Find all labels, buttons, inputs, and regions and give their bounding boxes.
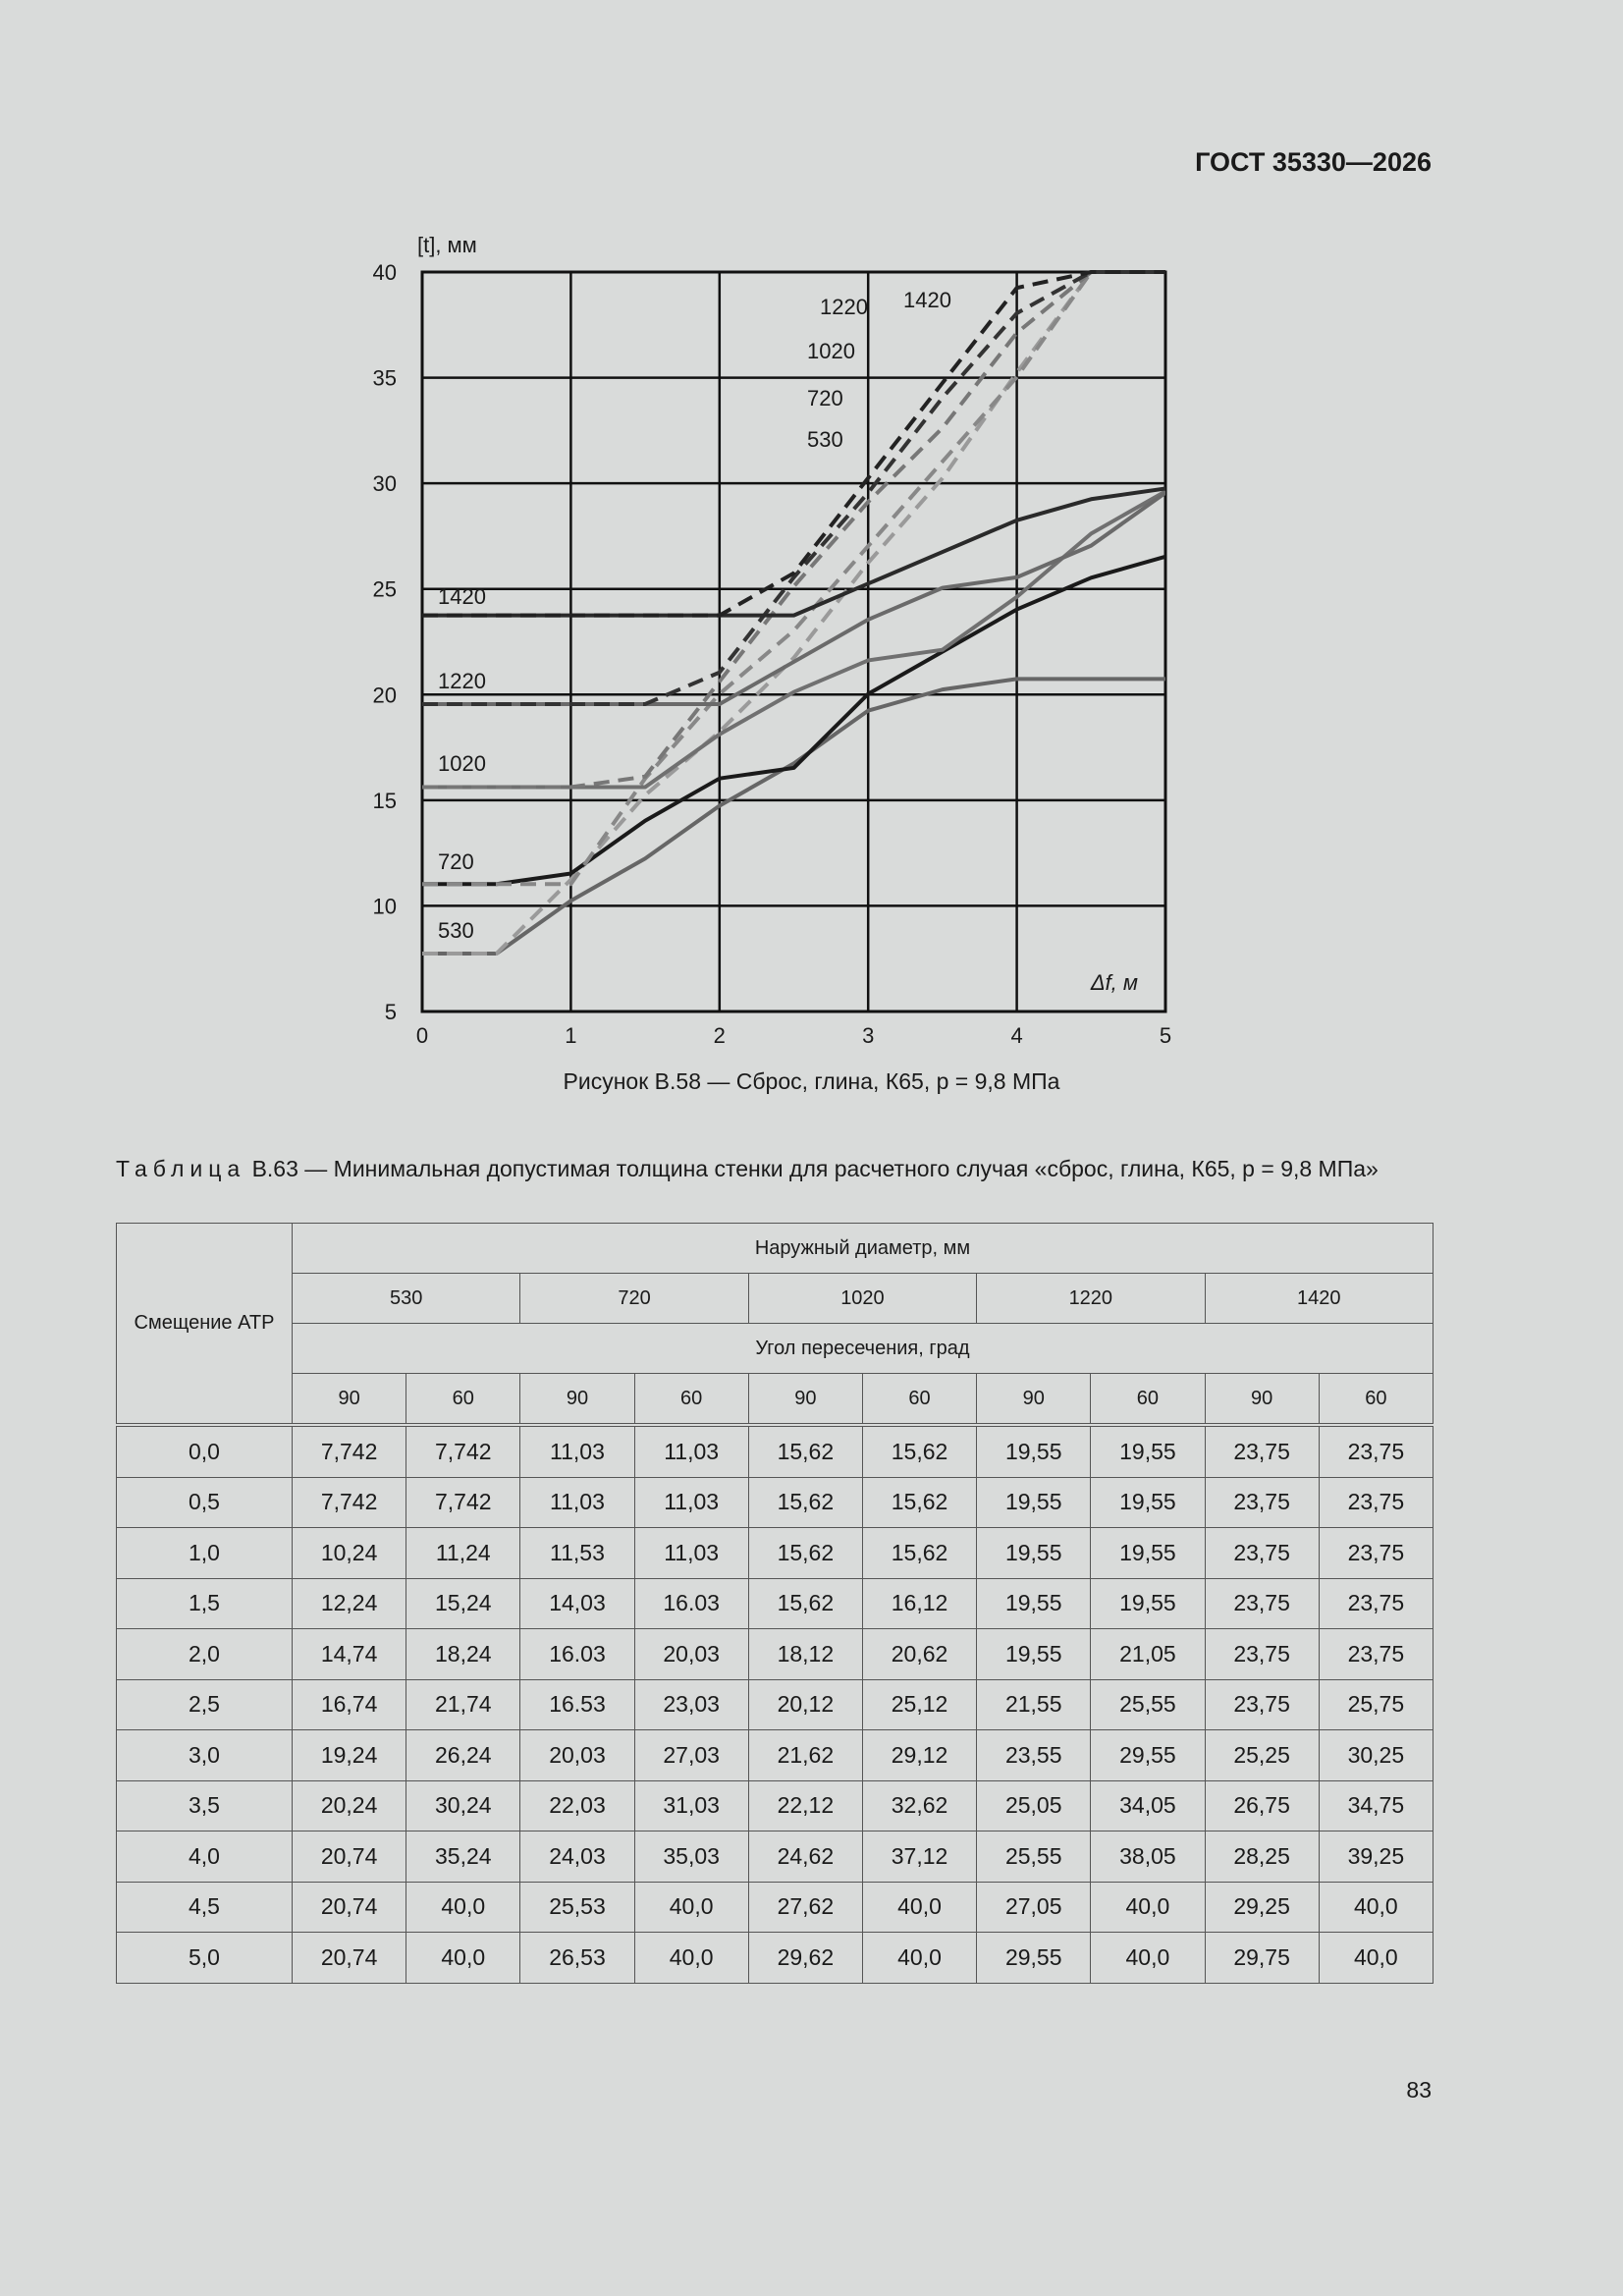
group-header: Наружный диаметр, мм [293,1224,1434,1274]
value-cell: 16.53 [520,1679,634,1730]
value-cell: 19,55 [1091,1528,1205,1579]
offset-cell: 1,0 [117,1528,293,1579]
value-cell: 15,62 [748,1425,862,1477]
value-cell: 22,12 [748,1780,862,1831]
y-tick-label: 40 [372,260,397,285]
value-cell: 16.03 [520,1629,634,1680]
angle-cell: 60 [1091,1374,1205,1426]
value-cell: 15,62 [748,1477,862,1528]
series-label-1020-90: 1020 [438,751,486,776]
table-title [116,1154,1432,1183]
angle-cell: 90 [977,1374,1091,1426]
value-cell: 15,62 [862,1477,976,1528]
value-cell: 21,62 [748,1730,862,1781]
value-cell: 25,12 [862,1679,976,1730]
offset-cell: 0,0 [117,1425,293,1477]
value-cell: 10,24 [293,1528,406,1579]
value-cell: 40,0 [862,1882,976,1933]
x-tick-label: 4 [1010,1023,1023,1048]
diameter-1220: 1220 [977,1274,1205,1324]
value-cell: 26,75 [1205,1780,1319,1831]
value-cell: 23,75 [1319,1578,1433,1629]
value-cell: 23,75 [1319,1629,1433,1680]
series-line-1020-90 [422,491,1165,787]
value-cell: 24,03 [520,1831,634,1883]
value-cell: 20,03 [634,1629,748,1680]
value-cell: 19,55 [977,1477,1091,1528]
offset-cell: 4,0 [117,1831,293,1883]
value-cell: 29,55 [977,1933,1091,1984]
value-cell: 40,0 [1091,1882,1205,1933]
offset-cell: 4,5 [117,1882,293,1933]
value-cell: 40,0 [862,1933,976,1984]
table-row [117,1780,1434,1831]
value-cell: 26,24 [406,1730,520,1781]
table-row [117,1425,1434,1477]
y-tick-label: 15 [372,788,397,813]
value-cell: 25,05 [977,1780,1091,1831]
series-label-530-60: 530 [807,427,843,452]
value-cell: 11,03 [520,1425,634,1477]
series-line-1220-90 [422,493,1165,704]
value-cell: 24,62 [748,1831,862,1883]
value-cell: 27,05 [977,1882,1091,1933]
row-header: Смещение АТР [117,1224,293,1426]
diameter-row [117,1274,1434,1324]
table-row [117,1578,1434,1629]
value-cell: 19,55 [1091,1425,1205,1477]
series-line-530-90 [422,679,1165,954]
value-cell: 35,24 [406,1831,520,1883]
series-label-1420-90: 1420 [438,584,486,609]
value-cell: 23,75 [1205,1425,1319,1477]
value-cell: 19,55 [977,1528,1091,1579]
value-cell: 23,75 [1205,1528,1319,1579]
value-cell: 34,05 [1091,1780,1205,1831]
angle-cell: 90 [520,1374,634,1426]
value-cell: 7,742 [293,1425,406,1477]
series-line-530-60 [422,272,1165,954]
offset-cell: 5,0 [117,1933,293,1984]
value-cell: 15,62 [862,1425,976,1477]
offset-cell: 3,0 [117,1730,293,1781]
value-cell: 29,55 [1091,1730,1205,1781]
table-body [117,1425,1434,1983]
x-axis-label: Δf, м [1090,970,1138,995]
value-cell: 14,74 [293,1629,406,1680]
angle-cell: 60 [634,1374,748,1426]
angle-cell: 60 [1319,1374,1433,1426]
angle-cell: 60 [406,1374,520,1426]
value-cell: 34,75 [1319,1780,1433,1831]
x-tick-label: 5 [1159,1023,1172,1048]
table-head [117,1224,1434,1426]
value-cell: 23,75 [1319,1528,1433,1579]
x-tick-label: 3 [862,1023,875,1048]
value-cell: 29,75 [1205,1933,1319,1984]
value-cell: 40,0 [634,1882,748,1933]
angle-row [117,1374,1434,1426]
offset-cell: 0,5 [117,1477,293,1528]
value-cell: 28,25 [1205,1831,1319,1883]
value-cell: 20,12 [748,1679,862,1730]
value-cell: 25,55 [1091,1679,1205,1730]
table-row [117,1528,1434,1579]
table-row [117,1679,1434,1730]
value-cell: 23,75 [1319,1425,1433,1477]
value-cell: 27,03 [634,1730,748,1781]
value-cell: 15,62 [748,1578,862,1629]
offset-cell: 2,0 [117,1629,293,1680]
value-cell: 35,03 [634,1831,748,1883]
angle-cell: 90 [293,1374,406,1426]
value-cell: 23,75 [1319,1477,1433,1528]
value-cell: 18,12 [748,1629,862,1680]
value-cell: 23,03 [634,1679,748,1730]
value-cell: 19,55 [977,1629,1091,1680]
value-cell: 19,55 [977,1425,1091,1477]
table-row [117,1477,1434,1528]
series-label-1220-60: 1220 [820,295,868,319]
value-cell: 23,75 [1205,1679,1319,1730]
y-tick-label: 20 [372,683,397,708]
value-cell: 19,55 [1091,1477,1205,1528]
value-cell: 37,12 [862,1831,976,1883]
diameter-720: 720 [520,1274,748,1324]
value-cell: 16,74 [293,1679,406,1730]
table-row [117,1933,1434,1984]
x-tick-label: 2 [713,1023,726,1048]
value-cell: 40,0 [406,1882,520,1933]
value-cell: 23,75 [1205,1629,1319,1680]
y-tick-label: 30 [372,471,397,497]
value-cell: 21,55 [977,1679,1091,1730]
value-cell: 18,24 [406,1629,520,1680]
value-cell: 15,24 [406,1578,520,1629]
value-cell: 40,0 [1319,1933,1433,1984]
value-cell: 29,25 [1205,1882,1319,1933]
value-cell: 20,74 [293,1933,406,1984]
angle-cell: 90 [748,1374,862,1426]
table-row [117,1629,1434,1680]
value-cell: 30,24 [406,1780,520,1831]
table-row [117,1882,1434,1933]
y-tick-label: 25 [372,576,397,602]
value-cell: 22,03 [520,1780,634,1831]
value-cell: 25,53 [520,1882,634,1933]
value-cell: 38,05 [1091,1831,1205,1883]
angle-header: Угол пересечения, град [293,1324,1434,1374]
value-cell: 16.03 [634,1578,748,1629]
y-tick-label: 5 [384,1000,397,1024]
value-cell: 20,03 [520,1730,634,1781]
value-cell: 29,62 [748,1933,862,1984]
x-tick-label: 0 [415,1023,429,1048]
value-cell: 26,53 [520,1933,634,1984]
figure-caption: Рисунок В.58 — Сброс, глина, К65, р = 9,8 МПа [563,1068,1060,1094]
value-cell: 27,62 [748,1882,862,1933]
value-cell: 11,53 [520,1528,634,1579]
value-cell: 11,03 [634,1528,748,1579]
y-tick-label: 10 [372,894,397,919]
value-cell: 40,0 [1091,1933,1205,1984]
value-cell: 20,62 [862,1629,976,1680]
value-cell: 12,24 [293,1578,406,1629]
value-cell: 25,75 [1319,1679,1433,1730]
value-cell: 30,25 [1319,1730,1433,1781]
chart-svg [353,221,1198,1085]
value-cell: 23,55 [977,1730,1091,1781]
value-cell: 11,03 [634,1477,748,1528]
value-cell: 20,74 [293,1882,406,1933]
series-label-1020-60: 1020 [807,339,855,363]
value-cell: 40,0 [406,1933,520,1984]
y-tick-label: 35 [372,365,397,391]
value-cell: 40,0 [634,1933,748,1984]
value-cell: 15,62 [862,1528,976,1579]
table-title-text: В.63 — Минимальная допустимая толщина стенки для расчетного случая «сброс, глина, К65, р = 9,8 МПа» [245,1156,1379,1181]
value-cell: 21,05 [1091,1629,1205,1680]
value-cell: 11,03 [520,1477,634,1528]
series-line-720-90 [422,557,1165,884]
series-line-1220-60 [422,272,1165,704]
series-label-1220-90: 1220 [438,669,486,693]
document-header: ГОСТ 35330—2026 [1195,147,1432,177]
value-cell: 19,55 [1091,1578,1205,1629]
series-line-1420-90 [422,489,1165,616]
table-row [117,1730,1434,1781]
value-cell: 25,55 [977,1831,1091,1883]
page-number: 83 [1406,2077,1432,2103]
value-cell: 23,75 [1205,1578,1319,1629]
value-cell: 7,742 [406,1477,520,1528]
value-cell: 19,55 [977,1578,1091,1629]
value-cell: 39,25 [1319,1831,1433,1883]
value-cell: 11,03 [634,1425,748,1477]
value-cell: 20,24 [293,1780,406,1831]
offset-cell: 2,5 [117,1679,293,1730]
value-cell: 25,25 [1205,1730,1319,1781]
value-cell: 23,75 [1205,1477,1319,1528]
angle-cell: 90 [1205,1374,1319,1426]
value-cell: 7,742 [293,1477,406,1528]
series-line-1020-60 [422,272,1165,788]
value-cell: 11,24 [406,1528,520,1579]
offset-cell: 3,5 [117,1780,293,1831]
value-cell: 15,62 [748,1528,862,1579]
series-label-720-90: 720 [438,849,474,874]
value-cell: 16,12 [862,1578,976,1629]
diameter-1420: 1420 [1205,1274,1434,1324]
y-axis-label: [t], мм [417,233,477,257]
thickness-table [116,1223,1434,1984]
value-cell: 32,62 [862,1780,976,1831]
value-cell: 19,24 [293,1730,406,1781]
table-row [117,1831,1434,1883]
x-tick-label: 1 [565,1023,577,1048]
plot-frame [422,272,1165,1011]
table-title-prefix: Таблица [116,1156,246,1181]
series-label-1420-60: 1420 [903,288,951,312]
value-cell: 21,74 [406,1679,520,1730]
series-label-530-90: 530 [438,918,474,943]
value-cell: 29,12 [862,1730,976,1781]
series-label-720-60: 720 [807,386,843,410]
value-cell: 7,742 [406,1425,520,1477]
value-cell: 31,03 [634,1780,748,1831]
diameter-530: 530 [293,1274,520,1324]
value-cell: 40,0 [1319,1882,1433,1933]
diameter-1020: 1020 [748,1274,976,1324]
offset-cell: 1,5 [117,1578,293,1629]
value-cell: 20,74 [293,1831,406,1883]
angle-cell: 60 [862,1374,976,1426]
value-cell: 14,03 [520,1578,634,1629]
chart [353,221,1198,1085]
